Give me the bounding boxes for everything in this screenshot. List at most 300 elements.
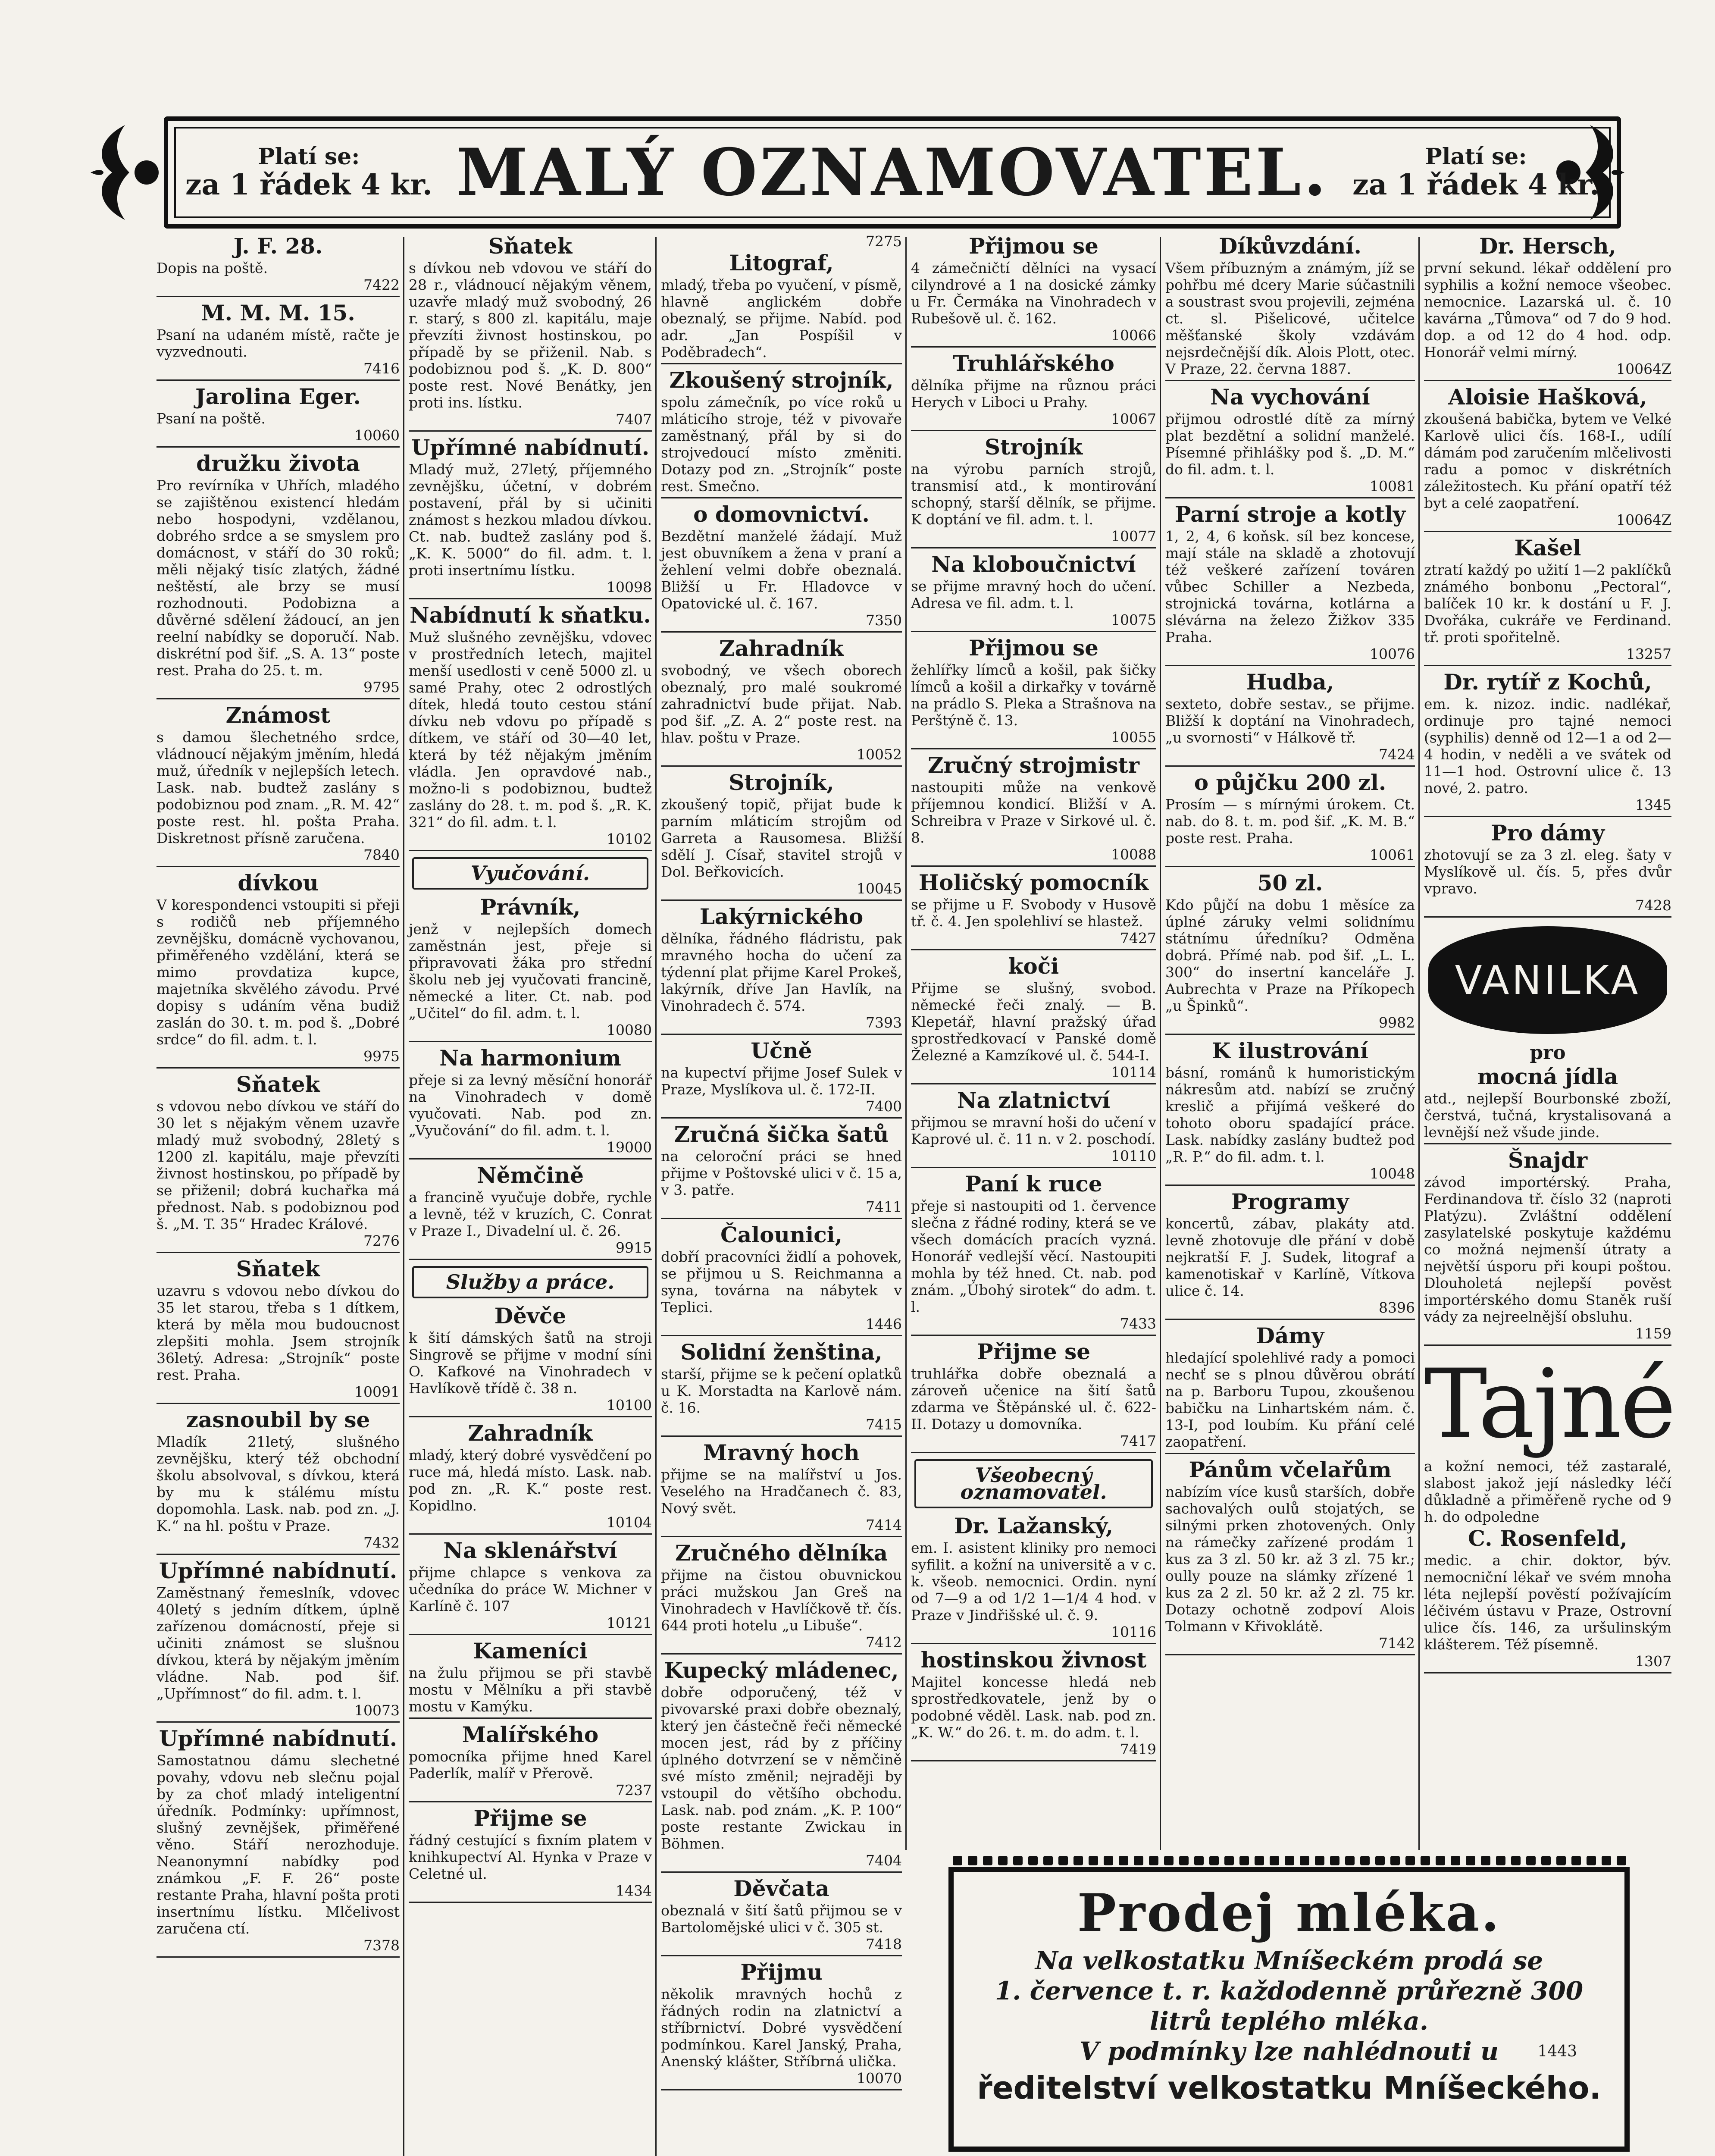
ad-title: Pánům včelařům: [1189, 1457, 1392, 1482]
ad-title: Na sklenářství: [443, 1538, 617, 1563]
ad-title: Přijmou se: [968, 233, 1098, 259]
masthead-title: MALÝ OZNAMOVATEL.: [456, 135, 1329, 210]
ad-number: 10098: [607, 579, 652, 595]
classified-ad: [1165, 503, 1415, 666]
ad-title: Lakýrnického: [699, 904, 864, 929]
ad-title: Čalounici,: [720, 1222, 843, 1247]
column-rule: [655, 237, 657, 2156]
ad-pre-body: a kožní nemoci, též zastaralé, slabost jakož její následky léčí důkladně a přiměřeně ryche od 9 h. do odpoledne: [1424, 1458, 1671, 1525]
ad-body: přeje si nastoupiti od 1. července slečna z řádné rodiny, která se ve všech domácích pracích vyzná. Honorář vedlejší věcí. Nastoupiti mohla by též hned. Ct. nab. pod znám. „Úbohý sirotek“ do adm. t. l.: [911, 1197, 1156, 1315]
classified-ad: [156, 452, 400, 699]
ad-body: em. I. asistent kliniky pro nemoci syfilit. a kožní na universitě a v c. k. všeob. nemocnici. Ordin. nyní od 7—9 a od 1/2 1—1/4 4 hod. v Praze v Jindřišské ul. č. 9.: [911, 1539, 1156, 1623]
ad-title: J. F. 28.: [233, 233, 323, 259]
ad-title: Dámy: [1256, 1323, 1324, 1348]
border-dot: [1571, 1856, 1581, 1865]
ad-number: 10102: [607, 830, 652, 847]
ad-title: družku života: [196, 451, 360, 476]
ad-title: Zručného dělníka: [675, 1540, 888, 1566]
ad-title: Učně: [751, 1038, 812, 1063]
ad-body: dělníka přijme na různou práci Herych v Liboci u Prahy.: [911, 377, 1156, 411]
ad-body: Samostatnou dámu slechetné povahy, vdovu neb slečnu pojal by za choť mladý inteligentní úředník. Podmínky: upřímnost, slušný zevnějšek, přiměřené věno. Stáří nerozhoduje. Neanonymní nabídky pod známkou „F. F. 26“ poste restante Praha, hlavní pošta proti insertnímu lístku. Mlčelivost zaručena ctí.: [156, 1752, 400, 1937]
classified-ad: [156, 385, 400, 448]
ad-body: Mladý muž, 27letý, příjemného zevnějšku, účetní, v dobrém postavení, přál by si učiniti známost s hezkou mladou dívkou. Ct. nab. budtež zaslány pod š. „K. K. 5000“ do fil. adm. t. l. proti insertnímu lístku.: [409, 461, 652, 579]
ad-number: 10088: [1111, 846, 1156, 863]
border-dot: [968, 1856, 977, 1865]
border-dot: [1073, 1856, 1083, 1865]
border-dot: [1421, 1856, 1430, 1865]
ad-number: 7407: [616, 411, 652, 428]
ad-number: 10073: [354, 1702, 400, 1719]
classified-ad: [661, 233, 902, 364]
classified-ad: [1165, 385, 1415, 498]
classified-ad: [409, 896, 652, 1042]
ad-title: Parní stroje a kotly: [1175, 501, 1405, 527]
ad-body: několik mravných hochů z řádných rodin na zlatnictví a stříbrnictví. Dobré vysvědčení podmínkou. Karel Janský, Praha, Anenský klášter, Stříbrná ulička.: [661, 1986, 902, 2070]
ad-title: Zahradník: [719, 636, 844, 661]
classified-ad: [661, 771, 902, 901]
border-dot: [1013, 1856, 1023, 1865]
ad-number: 10064Z: [1616, 511, 1671, 528]
section-heading: Vyučování.: [412, 857, 648, 890]
classified-ad: [1424, 1458, 1671, 1673]
price-left: [185, 144, 432, 201]
ad-body: zhotovují se za 3 zl. eleg. šaty v Myslíkově ul. čís. 5, přes dvůr vpravo.: [1424, 846, 1671, 897]
ad-body: dobří pracovníci židlí a pohovek, se přijmou u S. Reichmanna a syna, továrna na nábytek v Teplici.: [661, 1248, 902, 1316]
border-dot: [1149, 1856, 1158, 1865]
vanilka-logo: VANILKA: [1428, 926, 1667, 1034]
ad-number: 1307: [1635, 1653, 1671, 1670]
ad-number: 10061: [1370, 846, 1415, 863]
ad-title: Programy: [1231, 1189, 1349, 1214]
ad-number: 1159: [1635, 1325, 1671, 1342]
border-dot: [1104, 1856, 1113, 1865]
classified-ad: [911, 754, 1156, 867]
ad-title: Díkůvzdání.: [1219, 233, 1361, 259]
ad-body: ztratí každý po užití 1—2 paklíčků známého bonbonu „Pectoral“, balíček 10 kr. k dostání u F. J. Dvořáka, cukráře ve Ferdinand. tř. proti spořitelně.: [1424, 561, 1671, 646]
ad-body: nabízím více kusů starších, dobře sachovalých oulů stojatých, se silnými prken zhotovených. Only na rámečky zařízené prodám 1 kus za 3 zl. 50 kr. až 3 zl. 75 kr.; oully pouze na slámky zřízené 1 kus za 2 zl. 50 kr. až 2 zl. 75 kr. Dotazy ochotně zodpoví Alois Tolmann v Křivoklátě.: [1165, 1483, 1415, 1635]
ad-body: k šití dámských šatů na stroji Singrově se přijme v modní síni O. Kafkové na Vinohradech v Havlíkově třídě č. 38 n.: [409, 1329, 652, 1397]
ad-title: dívkou: [238, 870, 319, 896]
ad-body: hledající spolehlivé rady a pomoci nechť se s plnou důvěrou obrátí na p. Barboru Tupou, zkoušenou babičku na Linhartském nám. č. 13-I, pod loubím. Ku přání celé zaopatření.: [1165, 1349, 1415, 1450]
classified-ad: [156, 1559, 400, 1723]
ad-title: Upřímné nabídnutí.: [159, 1726, 397, 1751]
ad-number: 9795: [363, 679, 400, 696]
ad-body: mladý, který dobré vysvědčení po ruce má, hledá místo. Lask. nab. pod zn. „R. K.“ poste rest. Kopidlno.: [409, 1447, 652, 1514]
border-dot: [1028, 1856, 1038, 1865]
classified-ad: [661, 1659, 902, 1873]
border-dot: [1043, 1856, 1053, 1865]
ad-title: Paní k ruce: [965, 1171, 1102, 1197]
border-dot: [1089, 1856, 1098, 1865]
border-dot: [1345, 1856, 1355, 1865]
ad-number: 1345: [1635, 796, 1671, 813]
classified-ad: [409, 1047, 652, 1159]
ad-body: Mladík 21letý, slušného zevnějšku, který též obchodní školu absolvoval, s dívkou, která by mu k stálému místu dopomohla. Lask. nab. pod zn. „J. K.“ na hl. poštu v Praze.: [156, 1433, 400, 1534]
ad-body: na žulu přijmou se při stavbě mostu v Mělníku a při stavbě mostu v Kamýku.: [409, 1664, 652, 1715]
ad-number: 10067: [1111, 411, 1156, 427]
classified-ad: [661, 1441, 902, 1537]
ad-title: Zručný strojmistr: [928, 752, 1139, 778]
classified-ad: [1165, 871, 1415, 1035]
column-5: [1162, 233, 1418, 1852]
ad-body: první sekund. lékař oddělení pro syphilis a kožní nemoce všeobec. nemocnice. Lazarská ul. č. 10 kavárna „Tůmova“ od 7 do 9 hod. dop. a od 12 do 4 hod. odp. Honorář velmi mírný.: [1424, 260, 1671, 360]
classified-ad: [661, 1223, 902, 1336]
border-dot: [1466, 1856, 1475, 1865]
ad-number: 7350: [866, 612, 902, 629]
ad-number: 10104: [607, 1514, 652, 1531]
ad-title: 50 zl.: [1257, 870, 1323, 896]
ad-title: Upřímné nabídnutí.: [411, 435, 650, 460]
classified-ad: [911, 871, 1156, 950]
ad-body: Zaměstnaný řemeslník, vdovec 40letý s jedním dítkem, úplně zařízenou domácností, přeje si učiniti známost se slušnou dívkou, která by nějakým jměním vládne. Nab. pod šif. „Upřímnost“ do fil. adm. t. l.: [156, 1584, 400, 1702]
ad-number: 7432: [363, 1534, 400, 1551]
classified-ad: [156, 1727, 400, 1958]
ad-number: 7427: [1120, 930, 1156, 946]
border-dot: [1436, 1856, 1445, 1865]
classified-ad: [661, 637, 902, 767]
border-dot: [1511, 1856, 1521, 1865]
ad-number: 8396: [1379, 1299, 1415, 1316]
column-2: [405, 233, 655, 2156]
ad-number: 7393: [866, 1014, 902, 1031]
column-rule: [1418, 237, 1420, 1850]
classified-ad: [156, 301, 400, 381]
ad-body: Majitel koncesse hledá neb sprostředkovatele, jenž by o podobné věděl. Lask. nab. pod zn. „K. W.“ do 26. t. m. do adm. t. l.: [911, 1673, 1157, 1741]
border-dot: [1270, 1856, 1279, 1865]
border-dot: [1255, 1856, 1264, 1865]
ad-body: přijmou odrostlé dítě za mírný plat bezdětní a solidní manželé. Písemné přihlášky pod š. „D. M.“ do fil. adm. t. l.: [1165, 411, 1415, 478]
classified-ad: [661, 1877, 902, 1956]
milk-number: 1443: [1537, 2043, 1577, 2060]
ad-number: 13257: [1626, 646, 1671, 662]
border-dot: [998, 1856, 1008, 1865]
ad-body: Pro revírníka v Uhřích, mladého se zajištěnou existencí hledám nebo hospodyni, vzdělanou, dobrého srdce a se smyslem pro domácnost, v stáří do 30 roků; měli nějaký tisíc zlatých, žádné neštěstí, ale brzy se musí rozhodnouti. Podobizna a důvěrné sdělení žádoucí, an jen reelní nabídky se doporučí. Nab. diskrétní pod šif. „S. A. 13“ poste rest. Praha do 25. t. m.: [156, 477, 400, 679]
classified-ad: [156, 871, 400, 1069]
ad-title: Strojník: [985, 434, 1083, 460]
ad-number: 7142: [1379, 1635, 1415, 1651]
ad-title: Přijme se: [976, 1339, 1091, 1364]
classified-ad: [156, 704, 400, 867]
ad-number: 7415: [866, 1416, 902, 1433]
ad-number: 7404: [866, 1852, 902, 1869]
ad-body: s vdovou nebo dívkou ve stáří do 30 let s nějakým věnem uzavře mladý muž svobodný, 28letý s 1200 zl. kapitálu, maje převzíti živnost hostinskou, po případě by se přiženil; dobrá kuchařka má přednost. Nab. s podobiznou pod š. „M. T. 35“ Hradec Králové.: [156, 1098, 400, 1232]
column-1: [153, 233, 403, 2156]
border-dot: [1330, 1856, 1339, 1865]
ad-body: 1, 2, 4, 6 koňsk. síl bez koncese, mají stále na skladě a zhotovují též veškeré zařízení továren vůbec Schiller a Nezbeda, strojnická továrna, kotlárna a slévárna na železo Žižkov 335 Praha.: [1165, 528, 1415, 646]
ad-number: 7418: [866, 1936, 902, 1952]
ad-body: truhlářka dobře obeznalá a zároveň učenice na šití šatů zdarma ve Štěpánské ul. č. 622-II. Dotazy u domovníka.: [911, 1365, 1156, 1432]
ad-title: Přijmou se: [968, 635, 1098, 661]
classified-ad: [911, 1089, 1156, 1168]
classified-ad: [409, 604, 652, 851]
ad-number: 9915: [616, 1239, 652, 1256]
ad-number: 9975: [363, 1048, 400, 1065]
ad-body: svobodný, ve všech oborech obeznalý, pro malé soukromé zahradnictví bude přijat. Nab. pod šif. „Z. A. 2“ poste rest. na hlav. poštu v Praze.: [661, 662, 902, 746]
ad-body: závod importérský. Praha, Ferdinandova tř. číslo 32 (naproti Platýzu). Zvláštní oddělení zasylatelské poskytuje každému co možná nejmenší útraty a největší úsporu při koupi poštou. Dlouholetá nejlepší pověst importérského domu Staněk ruší vády za nejreelnější obsluhu.: [1424, 1174, 1671, 1325]
ad-title: Zručná šička šatů: [674, 1122, 889, 1147]
ad-number: 19000: [607, 1139, 652, 1156]
border-dot: [983, 1856, 992, 1865]
section-heading: Služby a práce.: [412, 1266, 648, 1298]
classified-ad: [661, 905, 902, 1035]
ad-title: Sňatek: [236, 1256, 320, 1282]
ad-number: 7428: [1635, 897, 1671, 914]
price-right: [1352, 144, 1599, 201]
border-dot: [1209, 1856, 1219, 1865]
classified-ad: [1424, 536, 1671, 666]
classified-ad: [409, 1304, 652, 1417]
classified-ad: [1165, 235, 1415, 381]
classified-ad: [661, 503, 902, 633]
classified-ad: [409, 436, 652, 599]
ad-body: obeznalá v šití šatů přijmou se v Bartolomějské ulici v č. 305 st.: [661, 1902, 902, 1936]
ad-title: C. Rosenfeld,: [1468, 1526, 1627, 1551]
ad-body: koncertů, zábav, plakáty atd. levně zhotovuje dle přání v době nejkratší F. J. Sudek, litograf a kamenotiskař v Karlíně, Vítkova ulice č. 14.: [1165, 1215, 1415, 1299]
ad-number: 10110: [1111, 1147, 1156, 1164]
ad-number: 7416: [363, 360, 400, 377]
milk-title: Prodej mléka.: [1077, 1883, 1501, 1943]
ad-number: 7276: [363, 1232, 400, 1249]
ad-title: Známost: [225, 702, 331, 728]
ad-body: na celoroční práci se hned přijme v Poštovské ulici v č. 15 a, v 3. patře.: [661, 1148, 902, 1198]
ad-title: Děvče: [494, 1303, 566, 1329]
classified-ad: [1165, 1458, 1415, 1655]
border-dot: [1602, 1856, 1611, 1865]
ad-title: Truhlářského: [953, 351, 1114, 376]
border-dot: [1405, 1856, 1415, 1865]
classified-ad: [661, 1961, 902, 2090]
border-dot: [1164, 1856, 1174, 1865]
classified-ad: [911, 1514, 1156, 1644]
classified-ad: [1424, 385, 1671, 532]
classified-ad: [661, 1039, 902, 1119]
classified-ad: [661, 369, 902, 498]
ad-number: 7275: [866, 233, 902, 250]
ad-number: 7412: [866, 1634, 902, 1651]
classified-ad: [156, 1408, 400, 1555]
ad-title: Nabídnutí k sňatku.: [410, 602, 651, 628]
ad-title: Upřímné nabídnutí.: [159, 1558, 397, 1583]
ad-body: řádný cestující s fixním platem v knihkupectví Al. Hynka v Praze v Celetné ul.: [409, 1832, 652, 1882]
ad-body: Prosím — s mírnými úrokem. Ct. nab. do 8. t. m. pod šif. „K. M. B.“ poste rest. Praha.: [1165, 796, 1415, 846]
ad-number: 7424: [1379, 746, 1415, 763]
price-left-line1: Platí se:: [258, 144, 360, 170]
classified-ad: [156, 1257, 400, 1404]
ad-number: 10052: [857, 746, 902, 763]
border-dot: [1179, 1856, 1189, 1865]
ad-title: Dr. Hersch,: [1479, 233, 1616, 259]
ad-title: Mravný hoch: [703, 1440, 860, 1465]
classified-ad: [1424, 671, 1671, 817]
classified-ad: [1424, 821, 1671, 918]
ad-number: 10077: [1111, 528, 1156, 545]
ad-body: dělníka, řádného fládristu, pak mravného hocha do učení za týdenní plat přijme Karel Prokeš, lakýrník, dříve Jan Havlík, na Vinohradech č. 574.: [661, 930, 902, 1014]
ad-title: Sňatek: [236, 1072, 320, 1097]
classified-ad: [409, 235, 652, 432]
ad-number: 10066: [1111, 327, 1156, 344]
ad-title: o půjčku 200 zl.: [1194, 770, 1386, 795]
ad-body: sexteto, dobře sestav., se přijme. Bližší k doptání na Vinohradech, „u svornosti“ v Hálkově tř.: [1165, 696, 1415, 746]
ad-title: Přijmu: [740, 1959, 823, 1985]
column-3: [657, 233, 905, 2156]
ad-title: o domovnictví.: [693, 501, 870, 527]
ad-body: se přijme mravný hoch do učení. Adresa ve fil. adm. t. l.: [911, 578, 1156, 611]
ad-title: Aloisie Hašková,: [1448, 384, 1647, 410]
masthead: [164, 116, 1621, 229]
ad-title: M. M. M. 15.: [201, 300, 355, 326]
classified-ad: [661, 1123, 902, 1219]
ad-body: a francině vyučuje dobře, rychle a levně, též v kruzích, C. Conrat v Praze I., Divadelní ul. č. 26.: [409, 1189, 652, 1239]
border-dot: [1617, 1856, 1626, 1865]
classified-ad: [911, 1648, 1156, 1761]
ad-title: Sňatek: [488, 233, 573, 259]
ad-body: dobře odporučený, též v pivovarské praxi dobře obeznalý, který jen částečně řeči německé mocen jest, rád by z příčiny úplného dotvrzení se v němčině své místo změnil; nejraději by vstoupil do většího obchodu. Lask. nab. pod znám. „K. P. 100“ poste restante Zwickau in Böhmen.: [661, 1684, 902, 1852]
ad-title: K ilustrování: [1212, 1038, 1368, 1063]
ad-number: 10060: [354, 427, 400, 444]
classified-ad: [1424, 1149, 1671, 1346]
border-dot: [1224, 1856, 1234, 1865]
border-dot: [1556, 1856, 1566, 1865]
price-right-line2: za 1 řádek 4 kr.: [1352, 168, 1599, 202]
classified-ad: [911, 436, 1156, 548]
ad-body: básní, románů k humoristickým nákresům atd. nabízí se zručný kreslič a přijímá veškeré do tohoto oboru spadající práce. Lask. nabídky zaslány budtež pod „R. P.“ do fil. adm. t. l.: [1165, 1064, 1415, 1165]
ad-body: přeje si za levný měsíční honorář na Vinohradech v domě vyučovati. Nab. pod zn. „Vyučování“ do fil. adm. t. l.: [409, 1072, 652, 1139]
ad-body: jenž v nejlepších domech zaměstnán jest, přeje si připravovati žáka pro střední školu neb jej vyučovati francině, německé a liter. Ct. nab. pod „Učitel“ do fil. adm. t. l.: [409, 921, 652, 1022]
border-dot: [1300, 1856, 1309, 1865]
border-dot: [1315, 1856, 1324, 1865]
classified-ad: [409, 1164, 652, 1260]
ad-body: s damou šlechetného srdce, vládnoucí nějakým jměním, hledá muž, úředník v nejlepších letech. Lask. nab. budtež zaslány s podobiznou pod znam. „R. M. 42“ poste rest. hl. pošta Praha. Diskretnost přísně zaručena.: [156, 729, 400, 846]
ad-body: Všem příbuzným a známým, jíž se pohřbu mé dcery Marie súčastnili a soustrast svou projevili, zejména ct. sl. Pišelicové, učitelce měšťanské školy vzdávám nejsrdečnější dík. Alois Plott, otec. V Praze, 22. června 1887.: [1165, 260, 1415, 377]
classified-ad: [156, 235, 400, 297]
ad-number: 7433: [1120, 1315, 1156, 1332]
ad-body: em. k. nizoz. indic. nadlékař, ordinuje pro tajné nemoci (syphilis) denně od 12—1 a od 2—4 hodin, v neděli a ve svátek od 11—1 hod. Ostrovní ulice č. 13 nové, 2. patro.: [1424, 696, 1671, 796]
ad-title: Dr. Lažanský,: [954, 1513, 1114, 1539]
border-dot: [1541, 1856, 1551, 1865]
ad-number: 10114: [1111, 1064, 1156, 1081]
ad-title: Právník,: [480, 894, 581, 920]
ad-number: 10076: [1370, 646, 1415, 662]
ad-number: 7378: [363, 1937, 400, 1954]
ad-body: přijme chlapce s venkova za učedníka do práce W. Michner v Karlíně č. 107: [409, 1564, 652, 1614]
column-rule: [403, 237, 404, 2156]
ad-body: nastoupiti může na venkově příjemnou kondicí. Bližší v A. Schreibra v Praze v Sirkové ul. č. 8.: [911, 779, 1156, 846]
column-rule: [1160, 237, 1161, 1850]
ad-number: 7414: [866, 1517, 902, 1533]
classified-ad: [409, 1639, 652, 1719]
ad-number: 10070: [857, 2070, 902, 2087]
ad-title: Strojník,: [729, 770, 834, 795]
ad-title: Litograf,: [729, 250, 834, 276]
ad-body: zkoušená babička, bytem ve Velké Karlově ulici čís. 168-I., udílí dámám pod zaručením mlčelivosti radu a pomoc v diskrétních záležitostech. Ku přání opatří též byt a celé zaopatření.: [1424, 411, 1671, 511]
ad-body: se přijme u F. Svobody v Husově tř. č. 4. Jen spolehliví se hlastež.: [911, 896, 1156, 930]
ad-number: 10121: [607, 1614, 652, 1631]
ad-title: Solidní ženština,: [680, 1339, 883, 1365]
classified-ad: [409, 1539, 652, 1635]
classified-ad: [409, 1422, 652, 1535]
ad-body: Psaní na poště.: [156, 410, 266, 427]
border-dot: [1587, 1856, 1596, 1865]
price-left-line2: za 1 řádek 4 kr.: [185, 168, 432, 202]
classified-ad: [911, 636, 1156, 749]
milk-line-3: litrů teplého mléka.: [1149, 2006, 1429, 2036]
classified-ad: [911, 1340, 1156, 1453]
ad-body: spolu zámečník, po více roků u mláticího stroje, též v pivovaře zaměstnaný, přál by si do strojvedoucí místo změniti. Dotazy pod zn. „Strojník“ poste rest. Smečno.: [661, 394, 902, 495]
milk-line-2: 1. července t. r. každodenně průřezně 300: [995, 1976, 1584, 2006]
ad-number: 10100: [607, 1397, 652, 1413]
classified-ad: [911, 352, 1156, 431]
ad-number: 7419: [1120, 1741, 1156, 1758]
ad-body: přijme se na malířství u Jos. Veselého na Hradčanech č. 83, Nový svět.: [661, 1466, 902, 1517]
border-dot: [1119, 1856, 1128, 1865]
ad-body: pomocníka přijme hned Karel Paderlík, malíř v Přerově.: [409, 1748, 652, 1782]
classified-ad: [661, 1542, 902, 1655]
ad-title: hostinskou živnost: [920, 1647, 1147, 1673]
ad-title: Malířského: [462, 1722, 599, 1747]
ad-pre-title: pro: [1530, 1042, 1566, 1064]
ad-body: mladý, třeba po vyučení, v písmě, hlavně anglickém dobře obeznalý, se přijme. Nabíd. pod adr. „Jan Pospíšil v Poděbradech“.: [661, 276, 902, 360]
ad-body: V korespondenci vstoupiti si přeji s rodičů neb příjemného zevnějšku, domácně vychovanou, přiměřeného vzdělání, která se mimo provdatiza kupce, majetníka skvělého závodu. Prvé dopisy s udáním věna budiž zaslán do 30. t. m. pod š. „Dobré srdce“ do fil. adm. t. l.: [156, 896, 400, 1048]
ad-number: 1446: [866, 1316, 902, 1332]
ad-number: 10116: [1111, 1623, 1156, 1640]
border-dot: [1134, 1856, 1143, 1865]
price-right-line1: Platí se:: [1425, 144, 1527, 170]
tajne-heading: Tajné: [1424, 1349, 1674, 1459]
classified-ad: [911, 955, 1156, 1084]
ad-number: 10081: [1370, 478, 1415, 495]
ad-body: na výrobu parních strojů, transmisí atd., k montirování schopný, starší dělník, se přijme. K doptání ve fil. adm. t. l.: [911, 461, 1156, 528]
ad-title: Šnajdr: [1508, 1147, 1588, 1173]
section-heading: Všeobecný oznamovatel.: [914, 1459, 1153, 1508]
ad-title: Děvčata: [733, 1876, 829, 1901]
ad-number: 10075: [1111, 611, 1156, 628]
ad-title: Přijme se: [473, 1805, 587, 1831]
ad-title: Kameníci: [473, 1638, 588, 1664]
ad-number: 10045: [857, 880, 902, 897]
milk-line-4: V podmínky lze nahlédnouti u: [1079, 2037, 1499, 2066]
column-4: [908, 233, 1160, 1852]
ad-body: žehlířky límců a košil, pak šičky límců a košil a dirkařky v továrně na prádlo S. Pleka a Strašnova na Perštýně č. 13.: [911, 661, 1156, 729]
ad-number: 9982: [1379, 1014, 1415, 1031]
classified-ad: [1165, 1190, 1415, 1320]
ad-number: 10055: [1111, 729, 1156, 746]
classified-ad: [1424, 235, 1671, 381]
ad-title: mocná jídla: [1477, 1064, 1618, 1089]
ad-title: Zkoušený strojník,: [669, 367, 894, 393]
ad-number: 7422: [363, 276, 400, 293]
ad-number: 1434: [616, 1882, 652, 1899]
ad-body: 4 zámečničtí dělníci na vysací cilyndrové a 1 na dosické zámky u Fr. Čermáka na Vinohradech v Rubešově ul. č. 162.: [911, 260, 1156, 327]
ad-number: 10080: [607, 1022, 652, 1038]
ad-title: Dr. rytíř z Kochů,: [1443, 669, 1652, 695]
classified-ad: [1165, 771, 1415, 867]
border-dot: [1194, 1856, 1204, 1865]
classified-ad: [661, 1341, 902, 1437]
ad-title: Holičský pomocník: [918, 870, 1149, 895]
column-rule: [905, 237, 907, 1850]
ad-number: 10064Z: [1616, 360, 1671, 377]
ad-number: 7400: [866, 1098, 902, 1115]
classified-ad: [911, 235, 1156, 348]
classified-ad: [911, 553, 1156, 632]
ad-body: Přijme se slušný, svobod. německé řeči znalý. — B. Klepetář, hlavní pražský úřad sprostředkovací v Panské domě Železné a Kamzíkové ul. č. 544-I.: [911, 980, 1156, 1064]
border-dot: [1239, 1856, 1249, 1865]
classified-ad: [156, 1073, 400, 1253]
milk-line-1: Na velkostatku Mníšeckém prodá se: [1035, 1946, 1543, 1975]
border-dot: [1496, 1856, 1505, 1865]
ad-body: uzavru s vdovou nebo dívkou do 35 let starou, třeba s 1 dítkem, která by měla mou budoucnost zlepšiti mohla. Jsem strojník 36letý. Adresa: „Strojník“ poste rest. Praha.: [156, 1282, 400, 1383]
border-dot: [953, 1856, 962, 1865]
